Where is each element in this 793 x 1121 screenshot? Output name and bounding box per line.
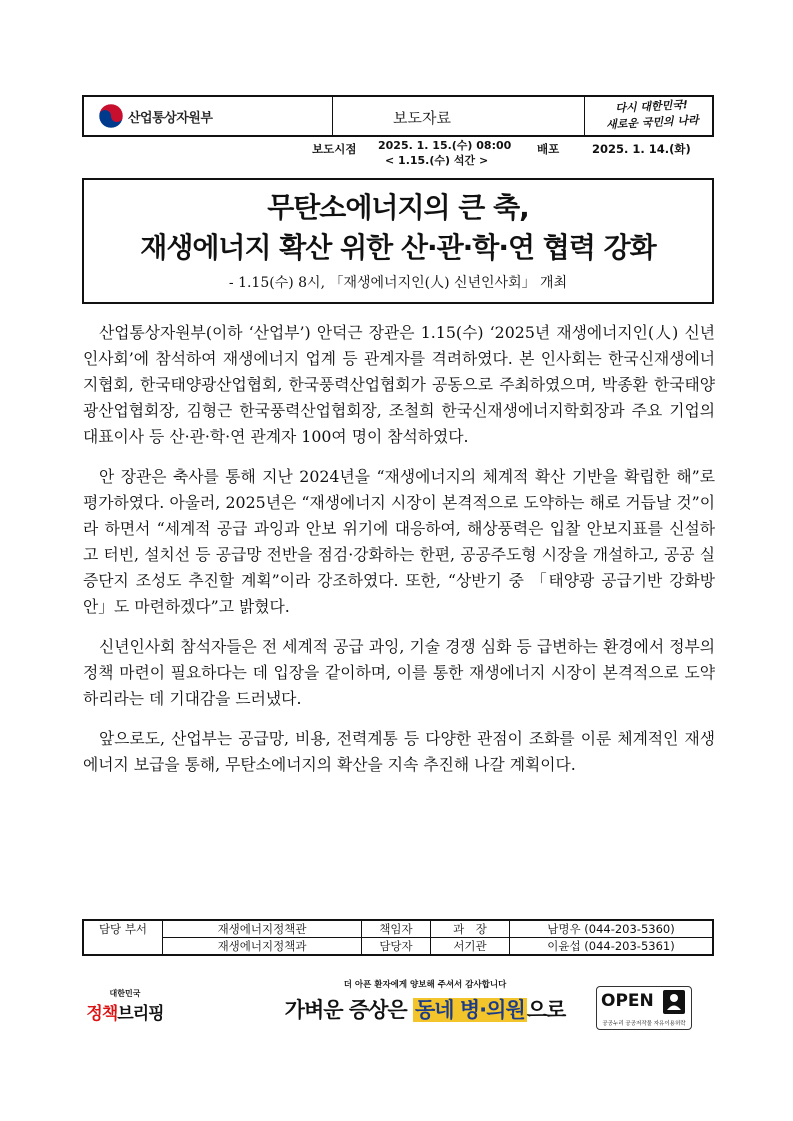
open-caption: 공공누리 공공저작물 자유이용허락 [602, 1021, 686, 1027]
subtitle: - 1.15(수) 8시, 「재생에너지인(人) 신년인사회」 개최 [228, 275, 568, 291]
article-body [83, 320, 715, 792]
footer [80, 978, 720, 1038]
person: 남명우 (044-203-5360) [510, 920, 714, 938]
slogan-line2: 새로운 국민의 나라 [605, 113, 699, 132]
dept-name: 재생에너지정책과 [163, 938, 362, 956]
person: 이윤섭 (044-203-5361) [510, 938, 714, 956]
kogl-open-badge [596, 986, 692, 1030]
banner-main-c: 으로 [526, 998, 566, 1022]
title-line1: 무탄소에너지의 큰 축, [267, 191, 529, 224]
distribute-date: 2025. 1. 14.(화) [592, 142, 691, 156]
paragraph: 산업통상자원부(이하 ‘산업부’) 안덕근 장관은 1.15(수) ‘2025년 재생에너지인(人) 신년인사회’에 참석하여 재생에너지 업계 등 관계자를 격려하였다. 본 인사회는 한국신재생에너지협회, 한국태양광산업협회, 한국풍력산업협회가 공동으로 주최하였으며, 박종환 한국태양광산업협회장, 김형근 한국풍력산업협회장, 조철희 한국신재생에너지학회장과 주요 기업의 대표이사 등 산·관·학·연 관계자 100여 명이 참석하였다. [83, 323, 715, 446]
table-row [83, 920, 713, 938]
slogan-line1: 다시 대한민국! [614, 98, 689, 115]
dept-name: 재생에너지정책관 [163, 920, 362, 938]
role: 책임자 [362, 920, 431, 938]
taegeuk-icon [98, 103, 124, 129]
embargo-label: 보도시점 [312, 142, 357, 156]
open-word: OPEN [601, 991, 654, 1011]
slogan [591, 96, 713, 134]
embargo-note: < 1.15.(수) 석간 > [385, 154, 489, 167]
campaign-banner [220, 978, 630, 1030]
brief-big-a: 정책 [86, 1004, 118, 1024]
org-name: 산업통상자원부 [128, 110, 213, 126]
ministry-logo [98, 103, 212, 129]
position: 과 장 [431, 920, 510, 938]
paragraph: 신년인사회 참석자들은 전 세계적 공급 과잉, 기술 경쟁 심화 등 급변하는 환경에서 정부의 정책 마련이 필요하다는 데 입장을 같이하며, 이를 통한 재생에너지 시장이 본격적으로 도약하리라는 데 기대감을 드러냈다. [83, 637, 715, 708]
divider [584, 97, 585, 135]
banner-main-a: 가벼운 증상은 [284, 998, 414, 1022]
distribute-label: 배포 [537, 142, 560, 156]
doc-type: 보도자료 [393, 109, 451, 127]
attribution-icon [663, 990, 685, 1014]
embargo-time: 2025. 1. 15.(수) 08:00 [378, 139, 512, 152]
paragraph: 앞으로도, 산업부는 공급망, 비용, 전력계통 등 다양한 관점이 조화를 이룬 체계적인 재생에너지 보급을 통해, 무탄소에너지의 확산을 지속 추진해 나갈 계획이다. [83, 729, 715, 774]
brief-small: 대한민국 [109, 989, 141, 998]
paragraph: 안 장관은 축사를 통해 지난 2024년을 “재생에너지의 체계적 확산 기반을 확립한 해”로 평가하였다. 아울러, 2025년은 “재생에너지 시장이 본격적으로 도약하는 해로 거듭날 것”이라 하면서 “세계적 공급 과잉과 안보 위기에 대응하여, 해상풍력은 입찰 안보지표를 신설하고 터빈, 설치선 등 공급망 전반을 점검·강화하는 한편, 공공주도형 시장을 개설하고, 공공 실증단지 조성도 추진할 계획”이라 강조하였다. 또한, “상반기 중 「태양광 공급기반 강화방안」도 마련하겠다”고 밝혔다. [83, 467, 715, 616]
dept-label: 담당 부서 [83, 920, 163, 955]
role: 담당자 [362, 938, 431, 956]
table-row [83, 938, 713, 956]
title-box [82, 178, 714, 304]
policy-briefing-logo [80, 988, 170, 1024]
title-line2: 재생에너지 확산 위한 산·관·학·연 협력 강화 [140, 231, 656, 264]
banner-top: 더 아픈 환자에게 양보해 주셔서 감사합니다 [343, 980, 507, 990]
person-icon [663, 990, 685, 1014]
brief-big-b: 브리핑 [117, 1004, 164, 1024]
press-header [82, 95, 714, 137]
position: 서기관 [431, 938, 510, 956]
banner-main-b: 동네 병·의원 [415, 998, 525, 1022]
contact-table [82, 919, 714, 956]
